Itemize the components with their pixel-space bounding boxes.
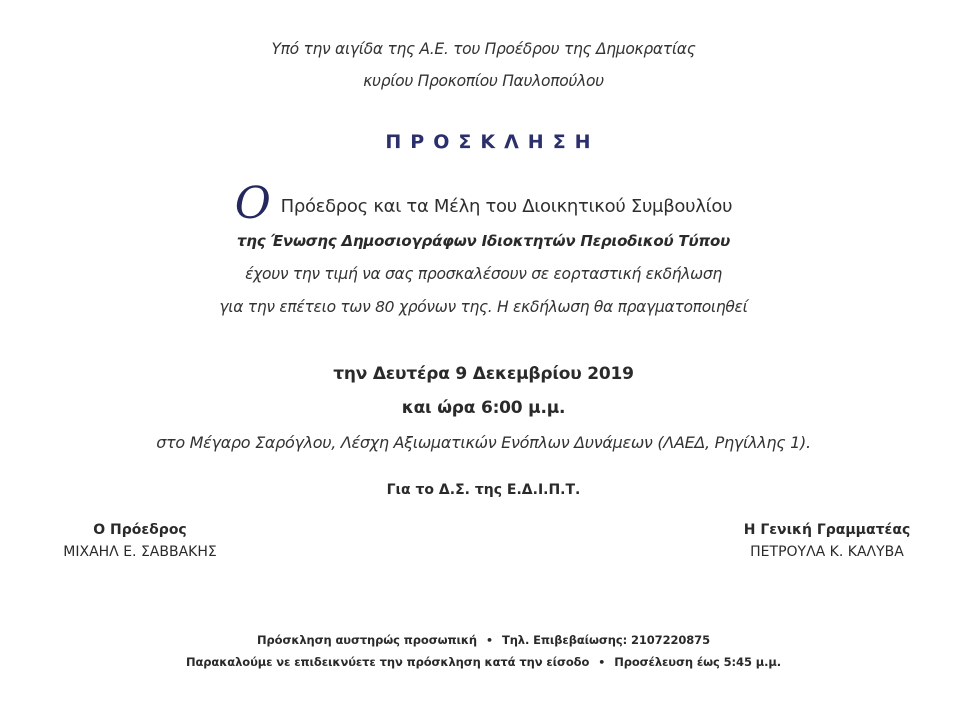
footer-personal-note: Πρόσκληση αυστηρώς προσωπική	[257, 633, 478, 647]
honor-line: έχουν την τιμή να σας προσκαλέσουν σε εορταστική εκδήλωση	[245, 265, 722, 283]
signer-name: ΜΙΧΑΗΛ Ε. ΣΑΒΒΑΚΗΣ	[63, 544, 217, 560]
signer-president	[40, 519, 240, 563]
footer-show-invitation-note: Παρακαλούμε νε επιδεικνύετε την πρόσκληση κατά την είσοδο	[185, 655, 590, 669]
intro-line	[0, 176, 967, 229]
patronage-line-2: κυρίου Προκοπίου Παυλοπούλου	[363, 72, 604, 90]
decorative-drop-letter: Ο	[234, 178, 271, 229]
signer-role: Η Γενική Γραμματέας	[743, 522, 911, 538]
footer-line-2	[0, 655, 967, 669]
footer-line-1	[0, 633, 967, 647]
bullet-separator-icon: •	[598, 656, 606, 669]
anniversary-line: για την επέτειο των 80 χρόνων της. Η εκδήλωση θα πραγματοποιηθεί	[219, 298, 748, 316]
union-name: της Ένωσης Δημοσιογράφων Ιδιοκτητών Περιοδικού Τύπου	[236, 232, 731, 250]
intro-text: Πρόεδρος και τα Μέλη του Διοικητικού Συμβουλίου	[280, 196, 733, 217]
board-signature-heading: Για το Δ.Σ. της Ε.Δ.Ι.Π.Τ.	[386, 482, 581, 498]
patronage-line-1: Υπό την αιγίδα της Α.Ε. του Προέδρου της Δημοκρατίας	[271, 40, 696, 58]
event-time: και ώρα 6:00 μ.μ.	[401, 398, 566, 418]
signer-general-secretary	[722, 519, 932, 563]
signer-name: ΠΕΤΡΟΥΛΑ Κ. ΚΑΛΥΒΑ	[750, 544, 904, 560]
bullet-separator-icon: •	[486, 634, 493, 647]
event-date: την Δευτέρα 9 Δεκεμβρίου 2019	[333, 364, 634, 384]
invitation-title: ΠΡΟΣΚΛΗΣΗ	[385, 131, 600, 153]
footer-confirmation-phone: Τηλ. Επιβεβαίωσης: 2107220875	[501, 633, 710, 647]
footer-arrival-time: Προσέλευση έως 5:45 μ.μ.	[614, 655, 782, 669]
signer-role: Ο Πρόεδρος	[93, 522, 187, 538]
event-venue: στο Μέγαρο Σαρόγλου, Λέσχη Αξιωματικών Ενόπλων Δυνάμεων (ΛΑΕΔ, Ρηγίλλης 1).	[156, 433, 811, 452]
